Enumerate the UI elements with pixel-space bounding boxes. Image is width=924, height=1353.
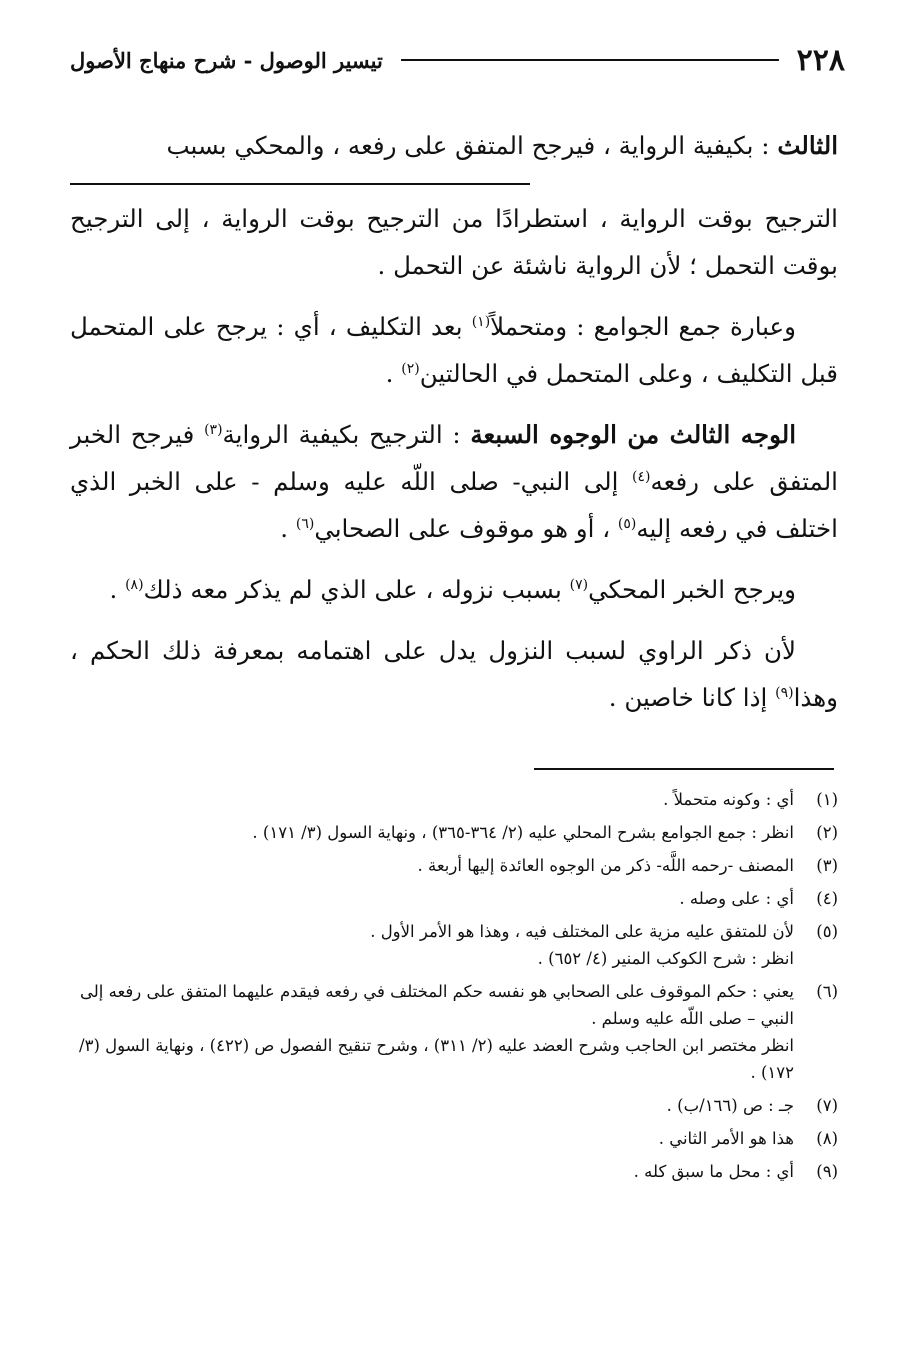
page-number: ٢٢٨ [796,42,845,78]
footnote-number: (٩) [816,1162,838,1181]
footnote-line: لأن للمتفق عليه مزية على المختلف فيه ، وهذا هو الأمر الأول . [370,922,794,941]
page-header [70,36,845,84]
footnote-line: المصنف -رحمه اللَّه- ذكر من الوجوه العائدة إليها أربعة . [417,856,794,875]
footnote [70,786,838,813]
text-run: إلى النبي- صلى اللّه عليه وسلم - على الخبر الذي اختلف في رفعه إليه [70,467,838,543]
footnote-number: (٢) [816,823,838,842]
footnote-ref: (٩) [775,684,794,701]
subsection-title: الوجه الثالث من الوجوه السبعة [470,420,797,449]
footnote [70,885,838,912]
text-run: : الترجيح بكيفية الرواية [222,420,471,449]
footnote-text [70,1092,794,1119]
paragraph-5 [70,566,838,613]
text-run: ويرجح الخبر المحكي [588,575,796,604]
footnote [70,1158,838,1185]
footnote-number: (٣) [816,856,838,875]
paragraph-3 [70,303,838,397]
text-run: . [385,359,402,388]
text-run: بعد التكليف ، أي : يرجح على المتحمل قبل التكليف ، وعلى المتحمل في الحالتين [70,312,838,388]
text-run: وعبارة جمع الجوامع : ومتحملاً [490,312,796,341]
footnote-number: (٧) [816,1096,838,1115]
main-text [70,122,838,735]
footnote-number: (٦) [816,982,838,1001]
footnote-ref: (٨) [125,576,144,593]
footnote-line: انظر مختصر ابن الحاجب وشرح العضد عليه (٢/ ٣١١) ، وشرح تنقيح الفصول ص (٤٢٢) ، ونهاية السول (٣/ ١٧٢) . [79,1036,794,1082]
footnote-number: (٥) [816,922,838,941]
footnote-number: (٨) [816,1129,838,1148]
running-title: تيسير الوصول - شرح منهاج الأصول [70,47,383,73]
footnote-ref: (٤) [632,468,651,485]
footnote [70,978,838,1086]
footnote-text [70,1158,794,1185]
footnote-text [70,852,794,879]
footnote-line: انظر : شرح الكوكب المنير (٤/ ٦٥٢) . [537,949,794,968]
footnote-line: أي : وكونه متحملاً . [663,790,794,809]
paragraph-2: الترجيح بوقت الرواية ، استطرادًا من الترجيح بوقت الرواية ، إلى الترجيح بوقت التحمل ؛ لأن الرواية ناشئة عن التحمل . [70,204,838,280]
footnote-line: أي : على وصله . [679,889,794,908]
section-title: الثالث [777,131,838,160]
footnote-line: انظر : جمع الجوامع بشرح المحلي عليه (٢/ ٣٦٤-٣٦٥) ، ونهاية السول (٣/ ١٧١) . [252,823,794,842]
text-run: لأن ذكر الراوي لسبب النزول يدل على اهتمامه بمعرفة ذلك الحكم ، وهذا [70,636,838,712]
footnote-line: يعني : حكم الموقوف على الصحابي هو نفسه حكم المختلف في رفعه فيقدم عليهما المتفق على رفعه إلى النبي – صلى اللّه عليه وسلم . [79,982,794,1028]
footnote [70,852,838,879]
footnote [70,1125,838,1152]
text-run: فيرجح الخبر المتفق على رفعه [70,420,838,496]
text-run: بسبب نزوله ، على الذي لم يذكر معه ذلك [143,575,570,604]
footnote-line: هذا هو الأمر الثاني . [658,1129,794,1148]
footnotes [70,786,838,1191]
text-run: . [109,575,126,604]
quoted-text-paragraph [70,122,838,185]
footnote [70,1092,838,1119]
footnote-ref: (٣) [204,421,223,438]
text-run: . [280,514,296,543]
footnote-ref: (٧) [569,576,589,593]
footnote-text [70,918,794,972]
footnote [70,819,838,846]
footnote-text [70,786,794,813]
footnote-separator [534,768,834,770]
footnote-ref: (١) [471,313,491,330]
footnote-text [70,978,794,1086]
footnote-line: جـ : ص (١٦٦/ب) . [666,1096,794,1115]
footnote-ref: (٥) [617,515,637,532]
footnote-ref: (٦) [295,515,315,532]
footnote [70,918,838,972]
footnote-text [70,885,794,912]
footnote-line: أي : محل ما سبق كله . [633,1162,794,1181]
footnote-text [70,819,794,846]
footnote-number: (٤) [816,889,838,908]
quote-underline [70,183,530,185]
footnote-text [70,1125,794,1152]
paragraph-4 [70,411,838,552]
header-rule [401,59,779,61]
paragraph-6 [70,627,838,721]
footnote-number: (١) [816,790,838,809]
text-run: ، أو هو موقوف على الصحابي [314,514,618,543]
text-run: إذا كانا خاصين . [608,683,776,712]
quoted-text: : بكيفية الرواية ، فيرجح المتفق على رفعه ، والمحكي بسبب [166,131,770,160]
footnote-ref: (٢) [401,360,420,377]
